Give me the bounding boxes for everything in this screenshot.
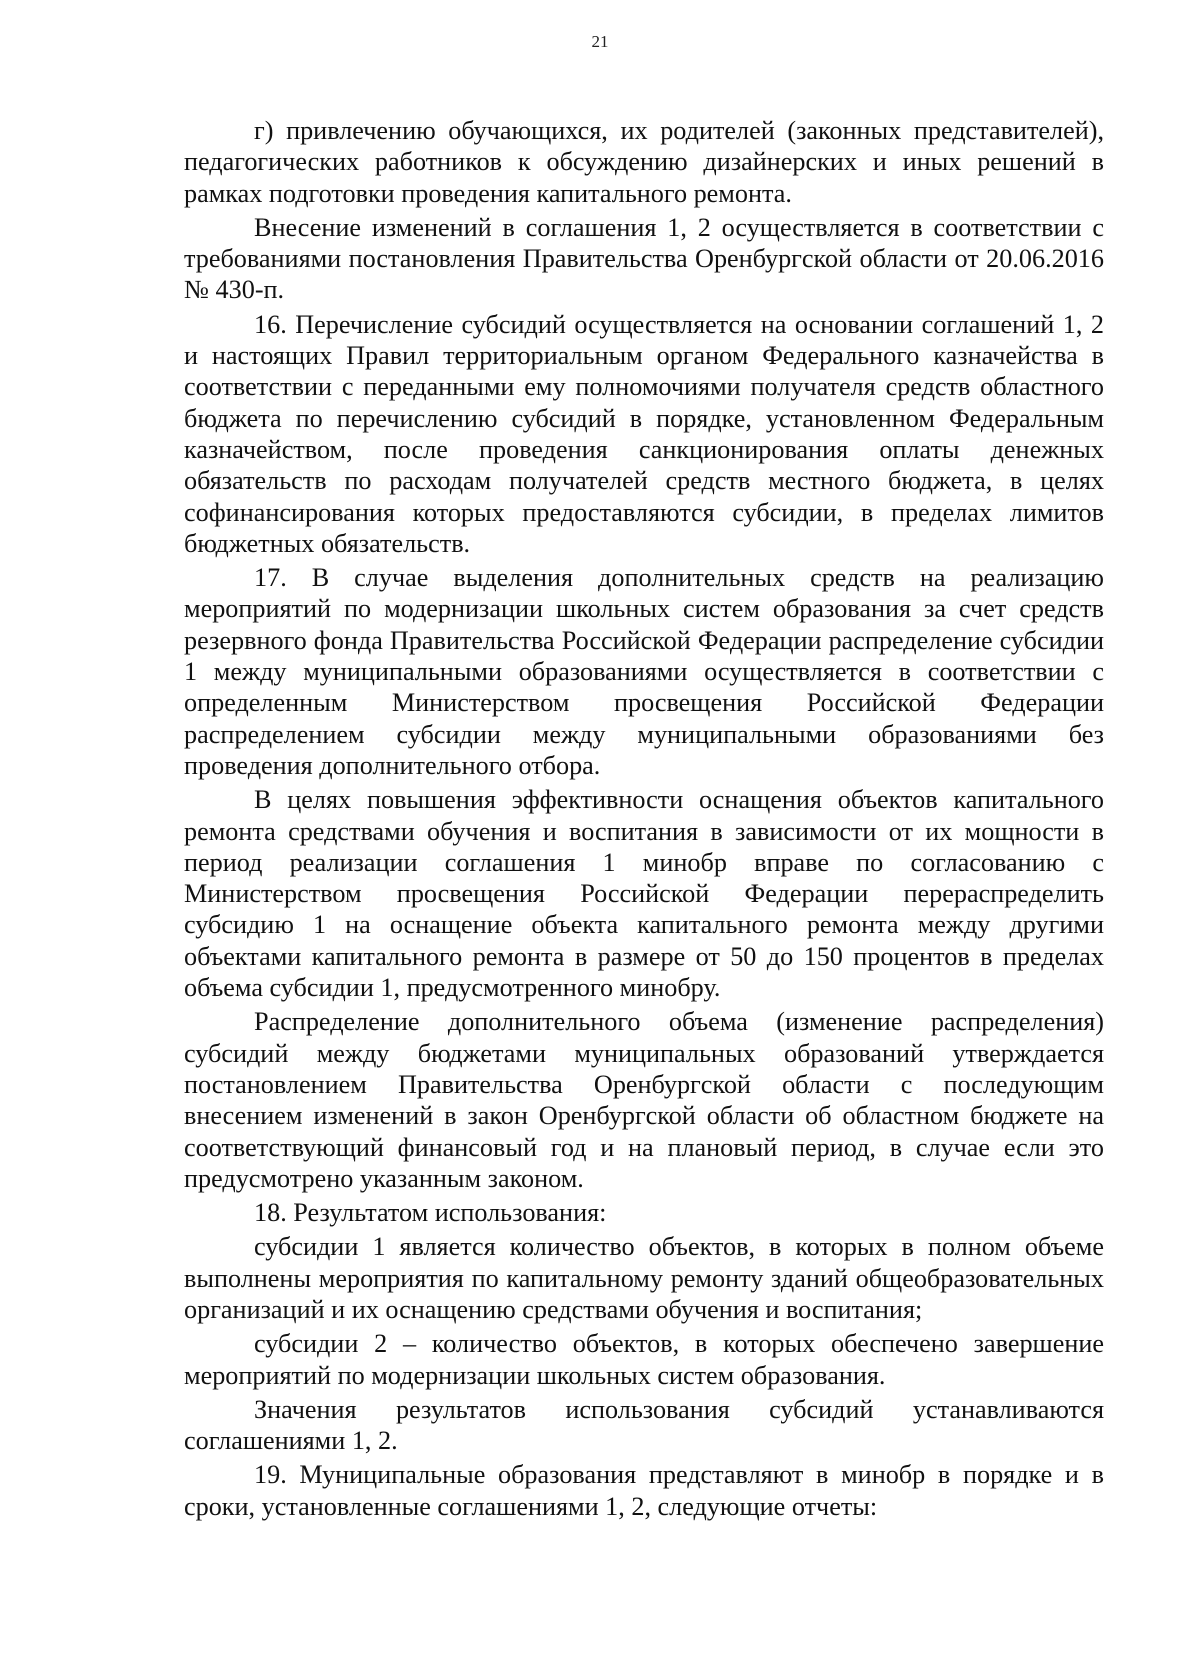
paragraph-result-values: Значения результатов использования субсидий устанавливаются соглашениями 1, 2.	[184, 1394, 1104, 1456]
document-body	[184, 115, 1104, 1522]
paragraph-additional-volume: Распределение дополнительного объема (изменение распределения) субсидий между бюджетами муниципальных образований утверждается постановлением Правительства Оренбургской области с последующим внесением изменений в закон Оренбургской области об областном бюджете на соответствующий финансовый год и на плановый период, в случае если это предусмотрено указанным законом.	[184, 1007, 1104, 1193]
paragraph-item-18: 18. Результатом использования:	[254, 1198, 607, 1228]
paragraph-subitem-g: г) привлечению обучающихся, их родителей (законных представителей), педагогических работников к обсуждению дизайнерских и иных решений в рамках подготовки проведения капитального ремонта.	[184, 116, 1104, 208]
page-number: 21	[591, 32, 609, 51]
paragraph-redistribution: В целях повышения эффективности оснащения объектов капитального ремонта средствами обучения и воспитания в зависимости от их мощности в период реализации соглашения 1 минобр вправе по согласованию с Министерством просвещения Российской Федерации перераспределить субсидию 1 на оснащение объекта капитального ремонта между другими объектами капитального ремонта в размере от 50 до 150 процентов в пределах объема субсидии 1, предусмотренного минобру.	[184, 785, 1104, 1003]
paragraph-result-subsidy-2: субсидии 2 – количество объектов, в которых обеспечено завершение мероприятий по модернизации школьных систем образования.	[184, 1329, 1104, 1390]
paragraph-item-16: 16. Перечисление субсидий осуществляется на основании соглашений 1, 2 и настоящих Правил территориальным органом Федерального казначейства в соответствии с переданными ему полномочиями получателя средств областного бюджета по перечислению субсидий в порядке, установленном Федеральным казначейством, после проведения санкционирования оплаты денежных обязательств по расходам получателей средств местного бюджета, в целях софинансирования которых предоставляются субсидии, в пределах лимитов бюджетных обязательств.	[184, 309, 1104, 558]
paragraph-item-19: 19. Муниципальные образования представляют в минобр в порядке и в сроки, установленные соглашениями 1, 2, следующие отчеты:	[184, 1460, 1104, 1521]
paragraph-agreement-changes: Внесение изменений в соглашения 1, 2 осуществляется в соответствии с требованиями постановления Правительства Оренбургской области от 20.06.2016 № 430-п.	[184, 212, 1104, 305]
paragraph-result-subsidy-1: субсидии 1 является количество объектов, в которых в полном объеме выполнены мероприятия по капитальному ремонту зданий общеобразовательных организаций и их оснащению средствами обучения и воспитания;	[184, 1232, 1104, 1324]
paragraph-item-17: 17. В случае выделения дополнительных средств на реализацию мероприятий по модернизации школьных систем образования за счет средств резервного фонда Правительства Российской Федерации распределение субсидии 1 между муниципальными образованиями осуществляется в соответствии с определенным Министерством просвещения Российской Федерации распределением субсидии между муниципальными образованиями без проведения дополнительного отбора.	[184, 563, 1104, 780]
